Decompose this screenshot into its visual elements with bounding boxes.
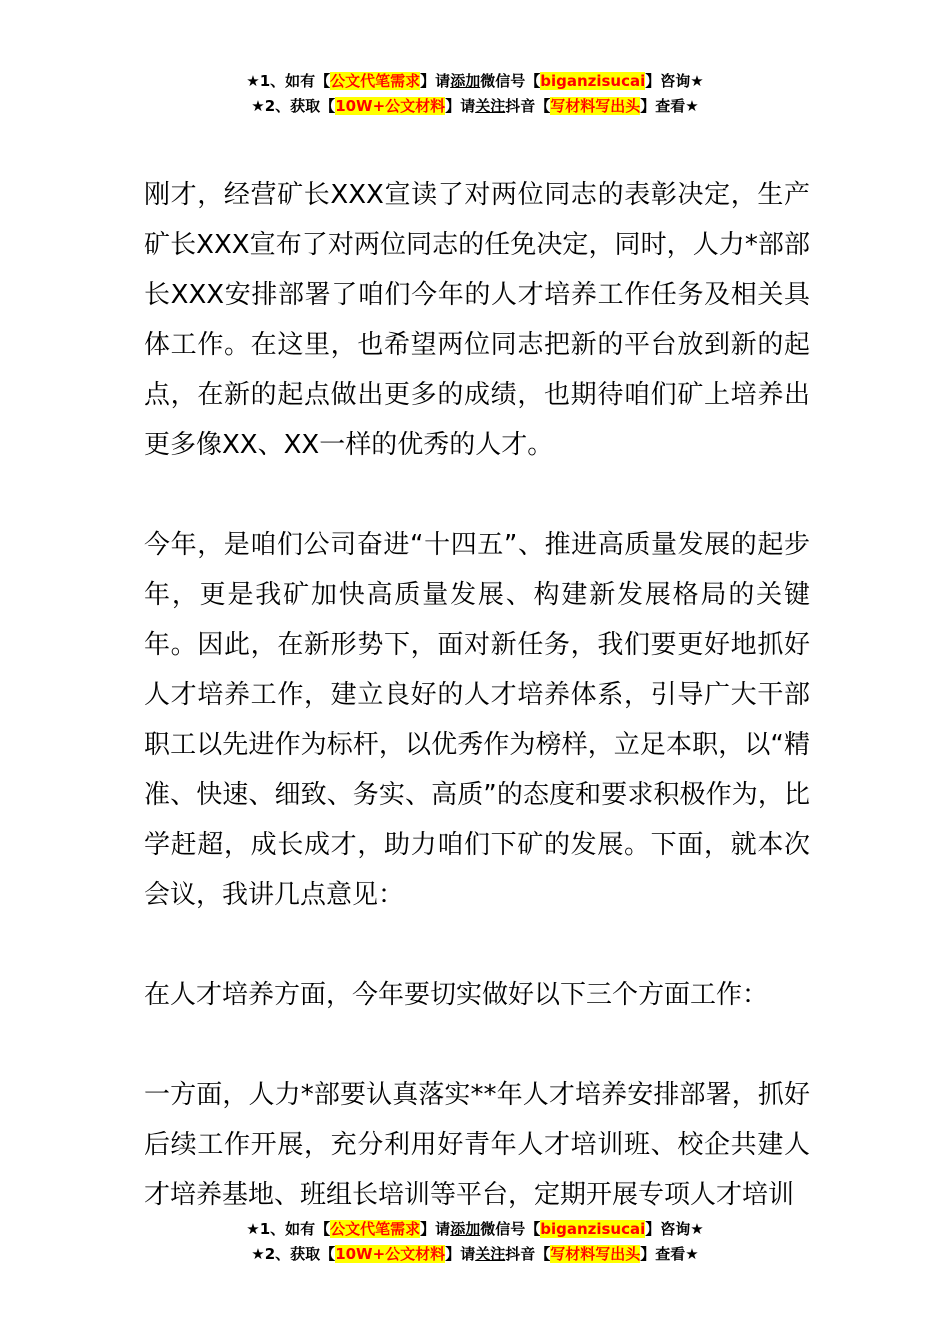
banner-line-2: ★2、获取【10W+公文材料】请关注抖音【写材料写出头】查看★ [251, 1245, 699, 1263]
highlight-service: 公文代笔需求 [330, 72, 421, 90]
highlight-wechat-id: biganzisucai [540, 1220, 646, 1238]
footer-banner [0, 1217, 950, 1267]
paragraph-2: 今年，是咱们公司奋进“十四五”、推进高质量发展的起步年，更是我矿加快高质量发展、构建新发展格局的关键年。因此，在新形势下，面对新任务，我们要更好地抓好人才培养工作，建立良好的人才培养体系，引导广大干部职工以先进作为标杆，以优秀作为榜样，立足本职，以“精准、快速、细致、务实、高质”的态度和要求积极作为，比学赶超，成长成才，助力咱们下矿的发展。下面，就本次会议，我讲几点意见： [144, 530, 810, 910]
highlight-service: 公文代笔需求 [330, 1220, 421, 1238]
paragraph-4: 一方面，人力*部要认真落实**年人才培养安排部署，抓好后续工作开展，充分利用好青年人才培训班、校企共建人才培养基地、班组长培训等平台，定期开展专项人才培训 [144, 1080, 810, 1210]
document-body [144, 170, 810, 1220]
highlight-materials: 10W+公文材料 [335, 97, 446, 115]
highlight-wechat-id: biganzisucai [540, 72, 646, 90]
highlight-douyin: 写材料写出头 [550, 97, 641, 115]
highlight-douyin: 写材料写出头 [550, 1245, 641, 1263]
banner-line-1: ★1、如有【公文代笔需求】请添加微信号【biganzisucai】咨询★ [246, 72, 704, 90]
header-banner [0, 69, 950, 119]
banner-line-1: ★1、如有【公文代笔需求】请添加微信号【biganzisucai】咨询★ [246, 1220, 704, 1238]
paragraph-1: 刚才，经营矿长XXX宣读了对两位同志的表彰决定，生产矿长XXX宣布了对两位同志的任免决定，同时，人力*部部长XXX安排部署了咱们今年的人才培养工作任务及相关具体工作。在这里，也希望两位同志把新的平台放到新的起点，在新的起点做出更多的成绩，也期待咱们矿上培养出更多像XX、XX一样的优秀的人才。 [144, 180, 810, 460]
banner-line-2: ★2、获取【10W+公文材料】请关注抖音【写材料写出头】查看★ [251, 97, 699, 115]
highlight-materials: 10W+公文材料 [335, 1245, 446, 1263]
paragraph-3: 在人才培养方面，今年要切实做好以下三个方面工作： [144, 980, 769, 1010]
